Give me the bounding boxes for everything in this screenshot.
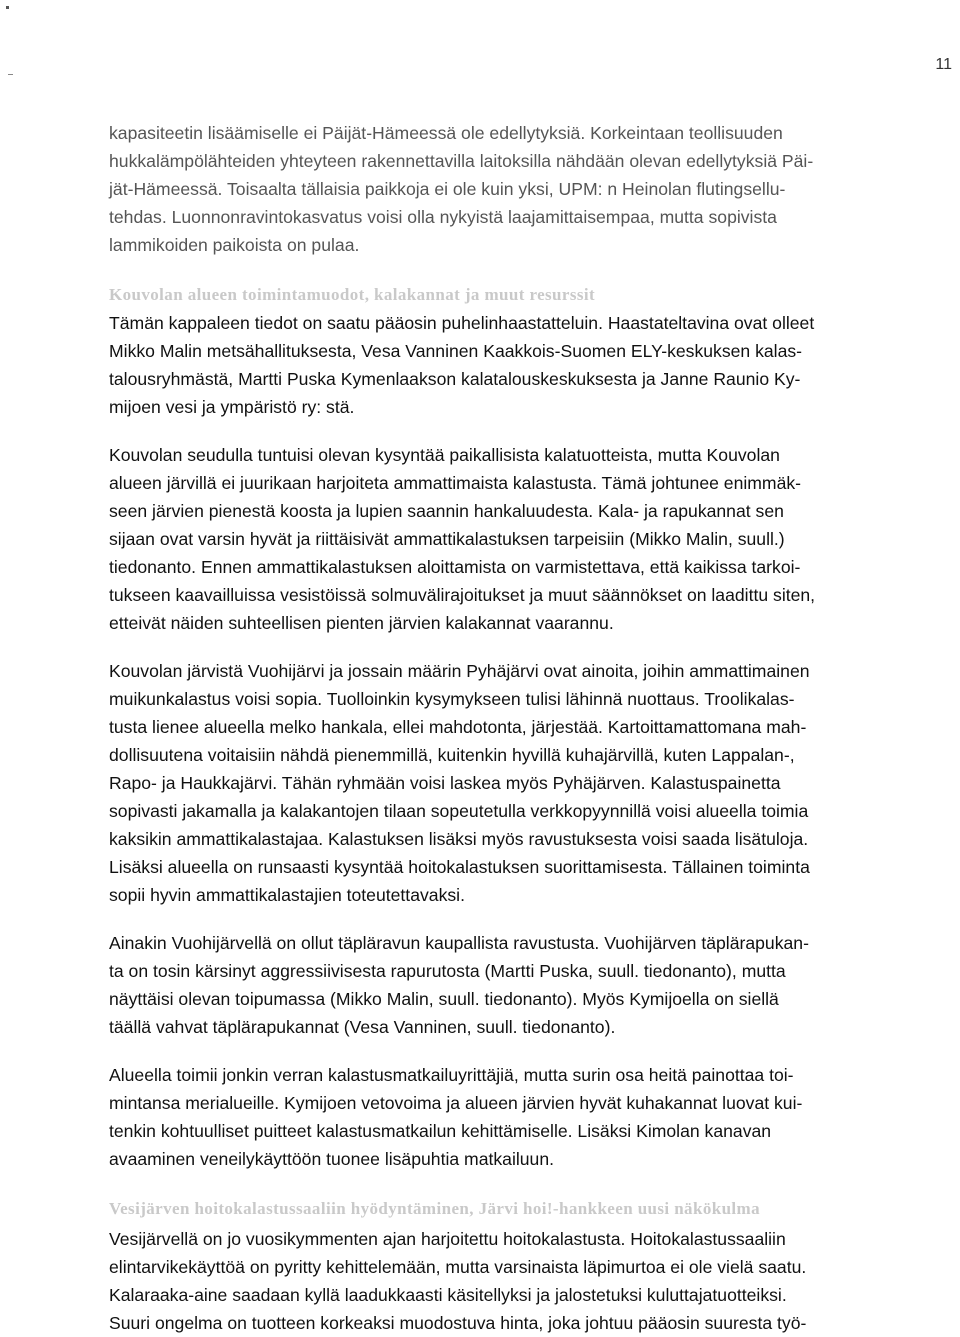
scan-mark (8, 74, 13, 75)
paragraph: Ainakin Vuohijärvellä on ollut täpläravun kaupallista ravustusta. Vuohijärven täplärapukan- ta on tosin kärsinyt aggressiivisesta rapurutosta (Martti Puska, suull. tiedonanto), mutta näyttäisi olevan toipumassa (Mikko Malin, suull. tiedonanto). Myös Kymijoella on siellä täällä vahvat täplärapukannat (Vesa Vanninen, suull. tiedonanto). (109, 933, 809, 1037)
paragraph: Vesijärvellä on jo vuosikymmenten ajan harjoitettu hoitokalastusta. Hoitokalastussaaliin elintarvikekäyttöä on pyritty kehittelemään, mutta varsinaista läpimurtoa ei ole vielä saatu. Kalaraaka-aine saadaan kyllä laadukkaasti käsitellyksi ja jalostetuksi kuluttajatuotteiksi. Suuri ongelma on tuotteen korkeaksi muodostuva hinta, joka johtuu pääosin suuresta työ- (109, 1229, 807, 1333)
page-number: 11 (935, 56, 952, 73)
paragraph: Kouvolan järvistä Vuohijärvi ja jossain määrin Pyhäjärvi ovat ainoita, joihin ammattimainen muikunkalastus voisi sopia. Tuolloinkin kysymykseen tulisi lähinnä nuottaus. Troolikalas- tusta lienee alueella melko hankala, ellei mahdotonta, järjestää. Kartoittamattomana mah- dollisuutena voitaisiin nähdä pienemmillä, kuitenkin hyvillä kuhajärvillä, kuten Lappalan-, Rapo- ja Haukkajärvi. Tähän ryhmään voisi laskea myös Pyhäjärven. Kalastuspainetta sopivasti jakamalla ja kalakantojen tilaan sopeutetulla verkkopyynnillä voisi alueella toimia kaksikin ammattikalastajaa. Kalastuksen lisäksi myös ravustuksesta voisi saada lisätuloja. Lisäksi alueella on runsaasti kysyntää hoitokalastuksen suorittamisesta. Tällainen toiminta sopii hyvin ammattikalastajien toteutettavaksi. (109, 661, 810, 905)
section-heading: Kouvolan alueen toimintamuodot, kalakannat ja muut resurssit (109, 285, 596, 304)
paragraph: Alueella toimii jonkin verran kalastusmatkailuyrittäjiä, mutta surin osa heitä painottaa toi- mintansa merialueille. Kymijoen vetovoima ja alueen järvien hyvät kuhakannat luovat kui- tenkin kohtuulliset puitteet kalastusmatkailun kehittämiselle. Lisäksi Kimolan kanavan avaaminen veneilykäyttöön tuonee lisäpuhtia matkailuun. (109, 1065, 803, 1169)
document-body (109, 119, 957, 1337)
scan-mark (6, 6, 9, 9)
section-heading: Vesijärven hoitokalastussaaliin hyödyntäminen, Järvi hoi!-hankkeen uusi näkökulma (109, 1199, 761, 1218)
paragraph: Tämän kappaleen tiedot on saatu pääosin puhelinhaastatteluin. Haastateltavina ovat olleet Mikko Malin metsähallituksesta, Vesa Vanninen Kaakkois-Suomen ELY-keskuksen kalas- talousryhmästä, Martti Puska Kymenlaakson kalatalouskeskuksesta ja Janne Raunio Ky- mijoen vesi ja ympäristö ry: stä. (109, 313, 815, 417)
paragraph: kapasiteetin lisäämiselle ei Päijät-Hämeessä ole edellytyksiä. Korkeintaan teollisuuden hukkalämpölähteiden yhteyteen rakennettavilla laitoksilla nähdään olevan edellytyksiä Päi- jät-Hämeessä. Toisaalta tällaisia paikkoja ei ole kuin yksi, UPM: n Heinolan flutingsellu- tehdas. Luonnonravintokasvatus voisi olla nykyistä laajamittaisempaa, mutta sopivista lammikoiden paikoista on pulaa. (109, 123, 814, 255)
paragraph: Kouvolan seudulla tuntuisi olevan kysyntää paikallisista kalatuotteista, mutta Kouvolan alueen järvillä ei juurikaan harjoiteta ammattimaista kalastusta. Tämä johtunee enimmäk- seen järvien pienestä koosta ja lupien saannin hankaluudesta. Kala- ja rapukannat sen sijaan ovat varsin hyvät ja riittäisivät ammattikalastuksen tarpeisiin (Mikko Malin, suull.) tiedonanto. Ennen ammattikalastuksen aloittamista on varmistettava, että kaikissa tarkoi- tukseen kaavailluissa vesistöissä solmuvälirajoitukset ja muut säännökset on laadittu siten, etteivät näiden suhteellisen pienten järvien kalakannat vaarannu. (109, 445, 816, 633)
